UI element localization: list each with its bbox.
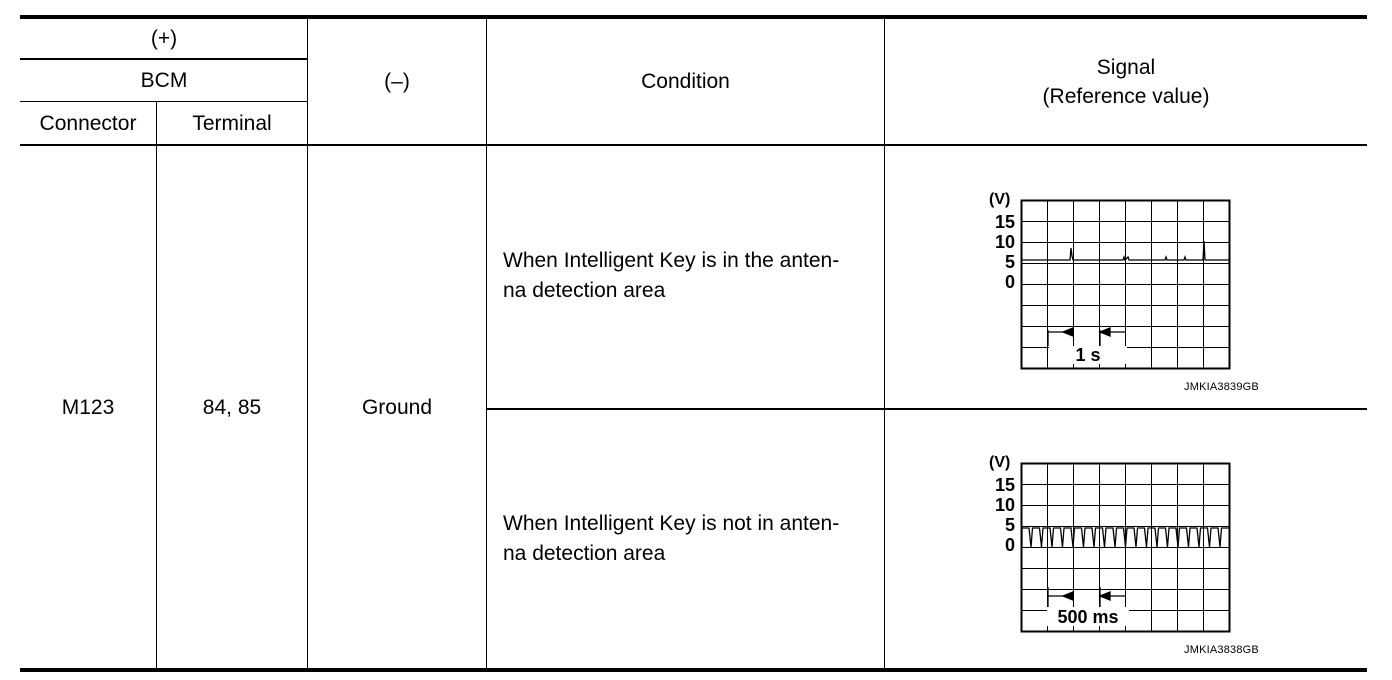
condition-1-text-a: When Intelligent Key is in the anten-	[503, 249, 840, 272]
scope-1-tick-10: 10	[994, 232, 1015, 252]
header-connector: Connector	[39, 111, 137, 135]
header-plus: (+)	[150, 27, 178, 50]
header-bcm: BCM	[140, 69, 188, 92]
oscilloscope-1	[985, 184, 1235, 374]
scope-1-tick-0: 0	[1004, 272, 1015, 292]
minus-value: Ground	[361, 395, 433, 419]
connector-value: M123	[61, 395, 115, 419]
condition-1-text	[503, 246, 881, 306]
scope-2-unit: (V)	[989, 454, 1011, 471]
condition-2-text	[503, 509, 881, 569]
scope-2-code: JMKIA3838GB	[1184, 644, 1259, 656]
bottom-border	[20, 668, 1367, 672]
scope-1-code: JMKIA3839GB	[1184, 381, 1259, 393]
header-condition: Condition	[641, 70, 730, 93]
scope-2-grid	[1021, 463, 1230, 632]
scope-1-time-label: 1 s	[1075, 345, 1101, 365]
header-signal-line1: Signal	[1096, 55, 1156, 79]
oscilloscope-2-svg	[985, 447, 1235, 637]
header-terminal: Terminal	[192, 111, 272, 135]
scope-2-time-label: 500 ms	[1057, 607, 1119, 627]
scope-2-tick-5: 5	[1004, 515, 1015, 535]
scope-2-time-marker	[1048, 587, 1125, 609]
scope-2-tick-0: 0	[1004, 535, 1015, 555]
terminal-value: 84, 85	[202, 395, 262, 419]
scope-2-tick-10: 10	[994, 495, 1015, 515]
header-minus: (–)	[384, 70, 410, 93]
condition-2-text-a: When Intelligent Key is not in anten-	[503, 512, 840, 535]
scope-1-time-marker	[1048, 328, 1125, 346]
condition-2-text-b: na detection area	[503, 542, 666, 565]
oscilloscope-1-svg	[985, 184, 1235, 374]
header-signal-line2: (Reference value)	[1042, 84, 1210, 108]
oscilloscope-2	[985, 447, 1235, 637]
scope-1-tick-5: 5	[1004, 252, 1015, 272]
scope-2-tick-15: 15	[994, 475, 1015, 495]
scope-1-tick-15: 15	[994, 212, 1015, 232]
condition-divider	[486, 408, 1367, 410]
header-signal	[885, 19, 1367, 144]
condition-1-text-b: na detection area	[503, 279, 666, 302]
scope-1-grid	[1021, 200, 1230, 369]
scope-1-unit: (V)	[989, 191, 1011, 208]
